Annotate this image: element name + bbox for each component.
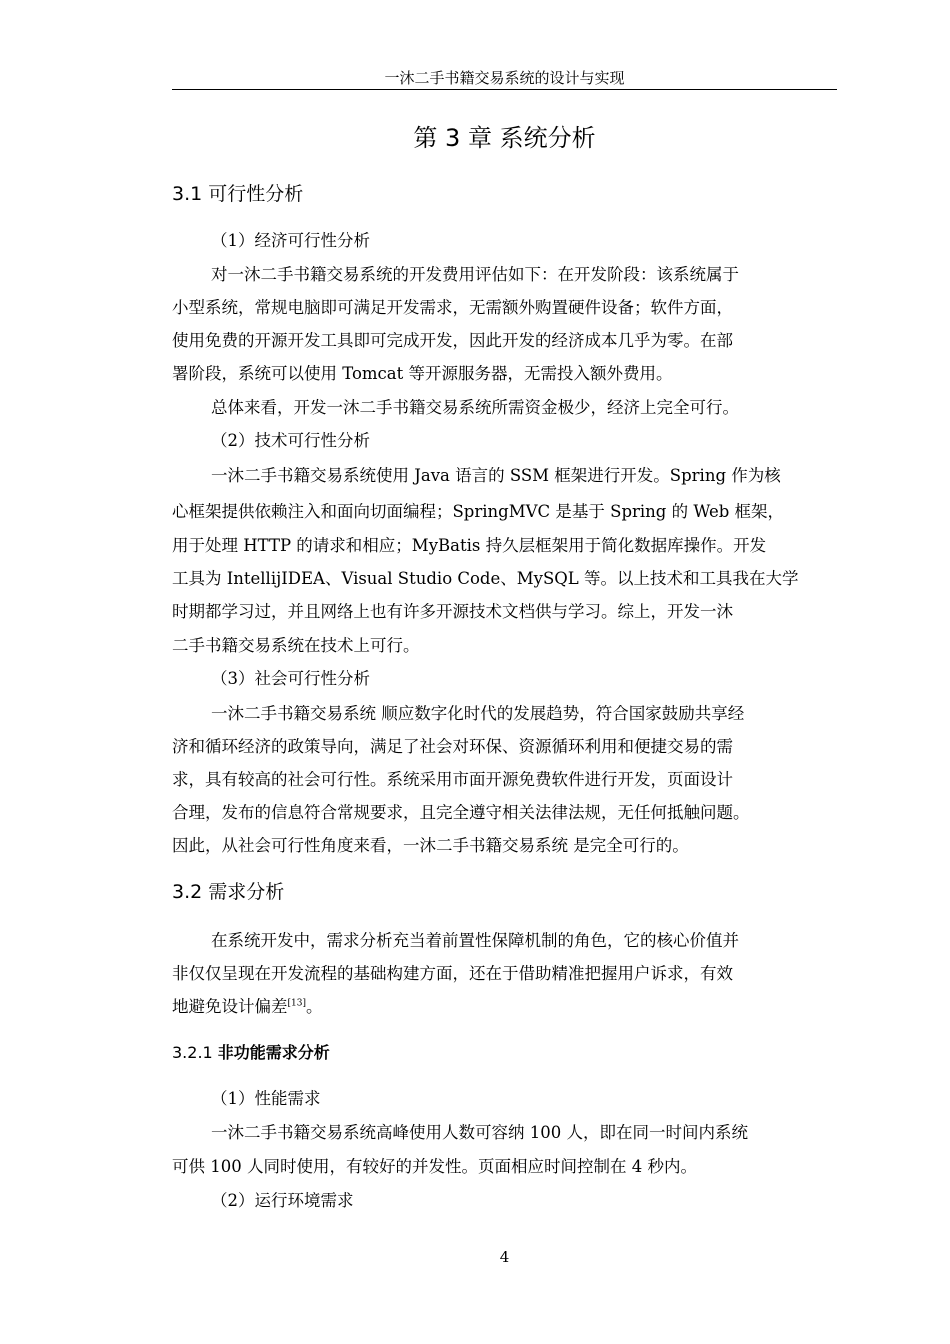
paragraph-line: 求，具有较高的社会可行性。系统采用市面开源免费软件进行开发，页面设计 bbox=[172, 770, 733, 789]
paragraph-line: 二手书籍交易系统在技术上可行。 bbox=[172, 636, 420, 655]
paragraph-line: 非仅仅呈现在开发流程的基础构建方面，还在于借助精准把握用户诉求，有效 bbox=[172, 964, 733, 983]
subsection-title: 非功能需求分析 bbox=[217, 1043, 330, 1062]
paragraph-line: 一沐二手书籍交易系统 顺应数字化时代的发展趋势，符合国家鼓励共享经 bbox=[211, 704, 745, 723]
subheading-social: （3）社会可行性分析 bbox=[211, 669, 370, 688]
paragraph-line: 心框架提供依赖注入和面向切面编程；SpringMVC 是基于 Spring 的 Web 框架， bbox=[172, 502, 785, 521]
paragraph-line: 用于处理 HTTP 的请求和相应；MyBatis 持久层框架用于简化数据库操作。开发 bbox=[172, 536, 767, 555]
paragraph-text: 地避免设计偏差 bbox=[172, 997, 288, 1016]
section-heading-3-2: 3.2 需求分析 bbox=[172, 881, 285, 903]
paragraph-line: 在系统开发中，需求分析充当着前置性保障机制的角色，它的核心价值并 bbox=[211, 931, 739, 950]
citation-ref: [13] bbox=[287, 998, 306, 1009]
paragraph-line: 可供 100 人同时使用，有较好的并发性。页面相应时间控制在 4 秒内。 bbox=[172, 1157, 697, 1176]
subheading-performance: （1）性能需求 bbox=[211, 1089, 321, 1108]
paragraph-line: 小型系统，常规电脑即可满足开发需求，无需额外购置硬件设备；软件方面， bbox=[172, 298, 733, 317]
subsection-number: 3.2.1 bbox=[172, 1043, 218, 1062]
paragraph-line: 因此，从社会可行性角度来看，一沐二手书籍交易系统 是完全可行的。 bbox=[172, 836, 689, 855]
paragraph-line bbox=[172, 995, 852, 1019]
paragraph-line: 济和循环经济的政策导向，满足了社会对环保、资源循环利用和便捷交易的需 bbox=[172, 737, 733, 756]
page-number: 4 bbox=[499, 1248, 510, 1266]
paragraph-line: 一沐二手书籍交易系统使用 Java 语言的 SSM 框架进行开发。Spring 作为核 bbox=[211, 466, 781, 485]
subheading-environment: （2）运行环境需求 bbox=[211, 1191, 354, 1210]
paragraph-line: 署阶段，系统可以使用 Tomcat 等开源服务器，无需投入额外费用。 bbox=[172, 364, 673, 383]
chapter-title: 第 3 章 系统分析 bbox=[413, 124, 596, 152]
paragraph-line: 工具为 IntellijIDEA、Visual Studio Code、MySQL 等。以上技术和工具我在大学 bbox=[172, 569, 799, 588]
running-header: 一沐二手书籍交易系统的设计与实现 bbox=[384, 69, 625, 87]
header-rule bbox=[172, 89, 837, 90]
paragraph-line: 时期都学习过，并且网络上也有许多开源技术文档供与学习。综上，开发一沐 bbox=[172, 602, 733, 621]
subsection-heading-3-2-1 bbox=[172, 1041, 330, 1065]
paragraph-line: 合理，发布的信息符合常规要求，且完全遵守相关法律法规，无任何抵触问题。 bbox=[172, 803, 750, 822]
section-heading-3-1: 3.1 可行性分析 bbox=[172, 183, 304, 205]
paragraph-line: 一沐二手书籍交易系统高峰使用人数可容纳 100 人，即在同一时间内系统 bbox=[211, 1123, 748, 1142]
paragraph-line: 使用免费的开源开发工具即可完成开发，因此开发的经济成本几乎为零。在部 bbox=[172, 331, 733, 350]
paragraph-line: 对一沐二手书籍交易系统的开发费用评估如下：在开发阶段：该系统属于 bbox=[211, 265, 739, 284]
subheading-economic: （1）经济可行性分析 bbox=[211, 231, 370, 250]
punctuation: 。 bbox=[305, 997, 323, 1016]
paragraph-line: 总体来看，开发一沐二手书籍交易系统所需资金极少，经济上完全可行。 bbox=[211, 398, 739, 417]
subheading-technical: （2）技术可行性分析 bbox=[211, 431, 370, 450]
